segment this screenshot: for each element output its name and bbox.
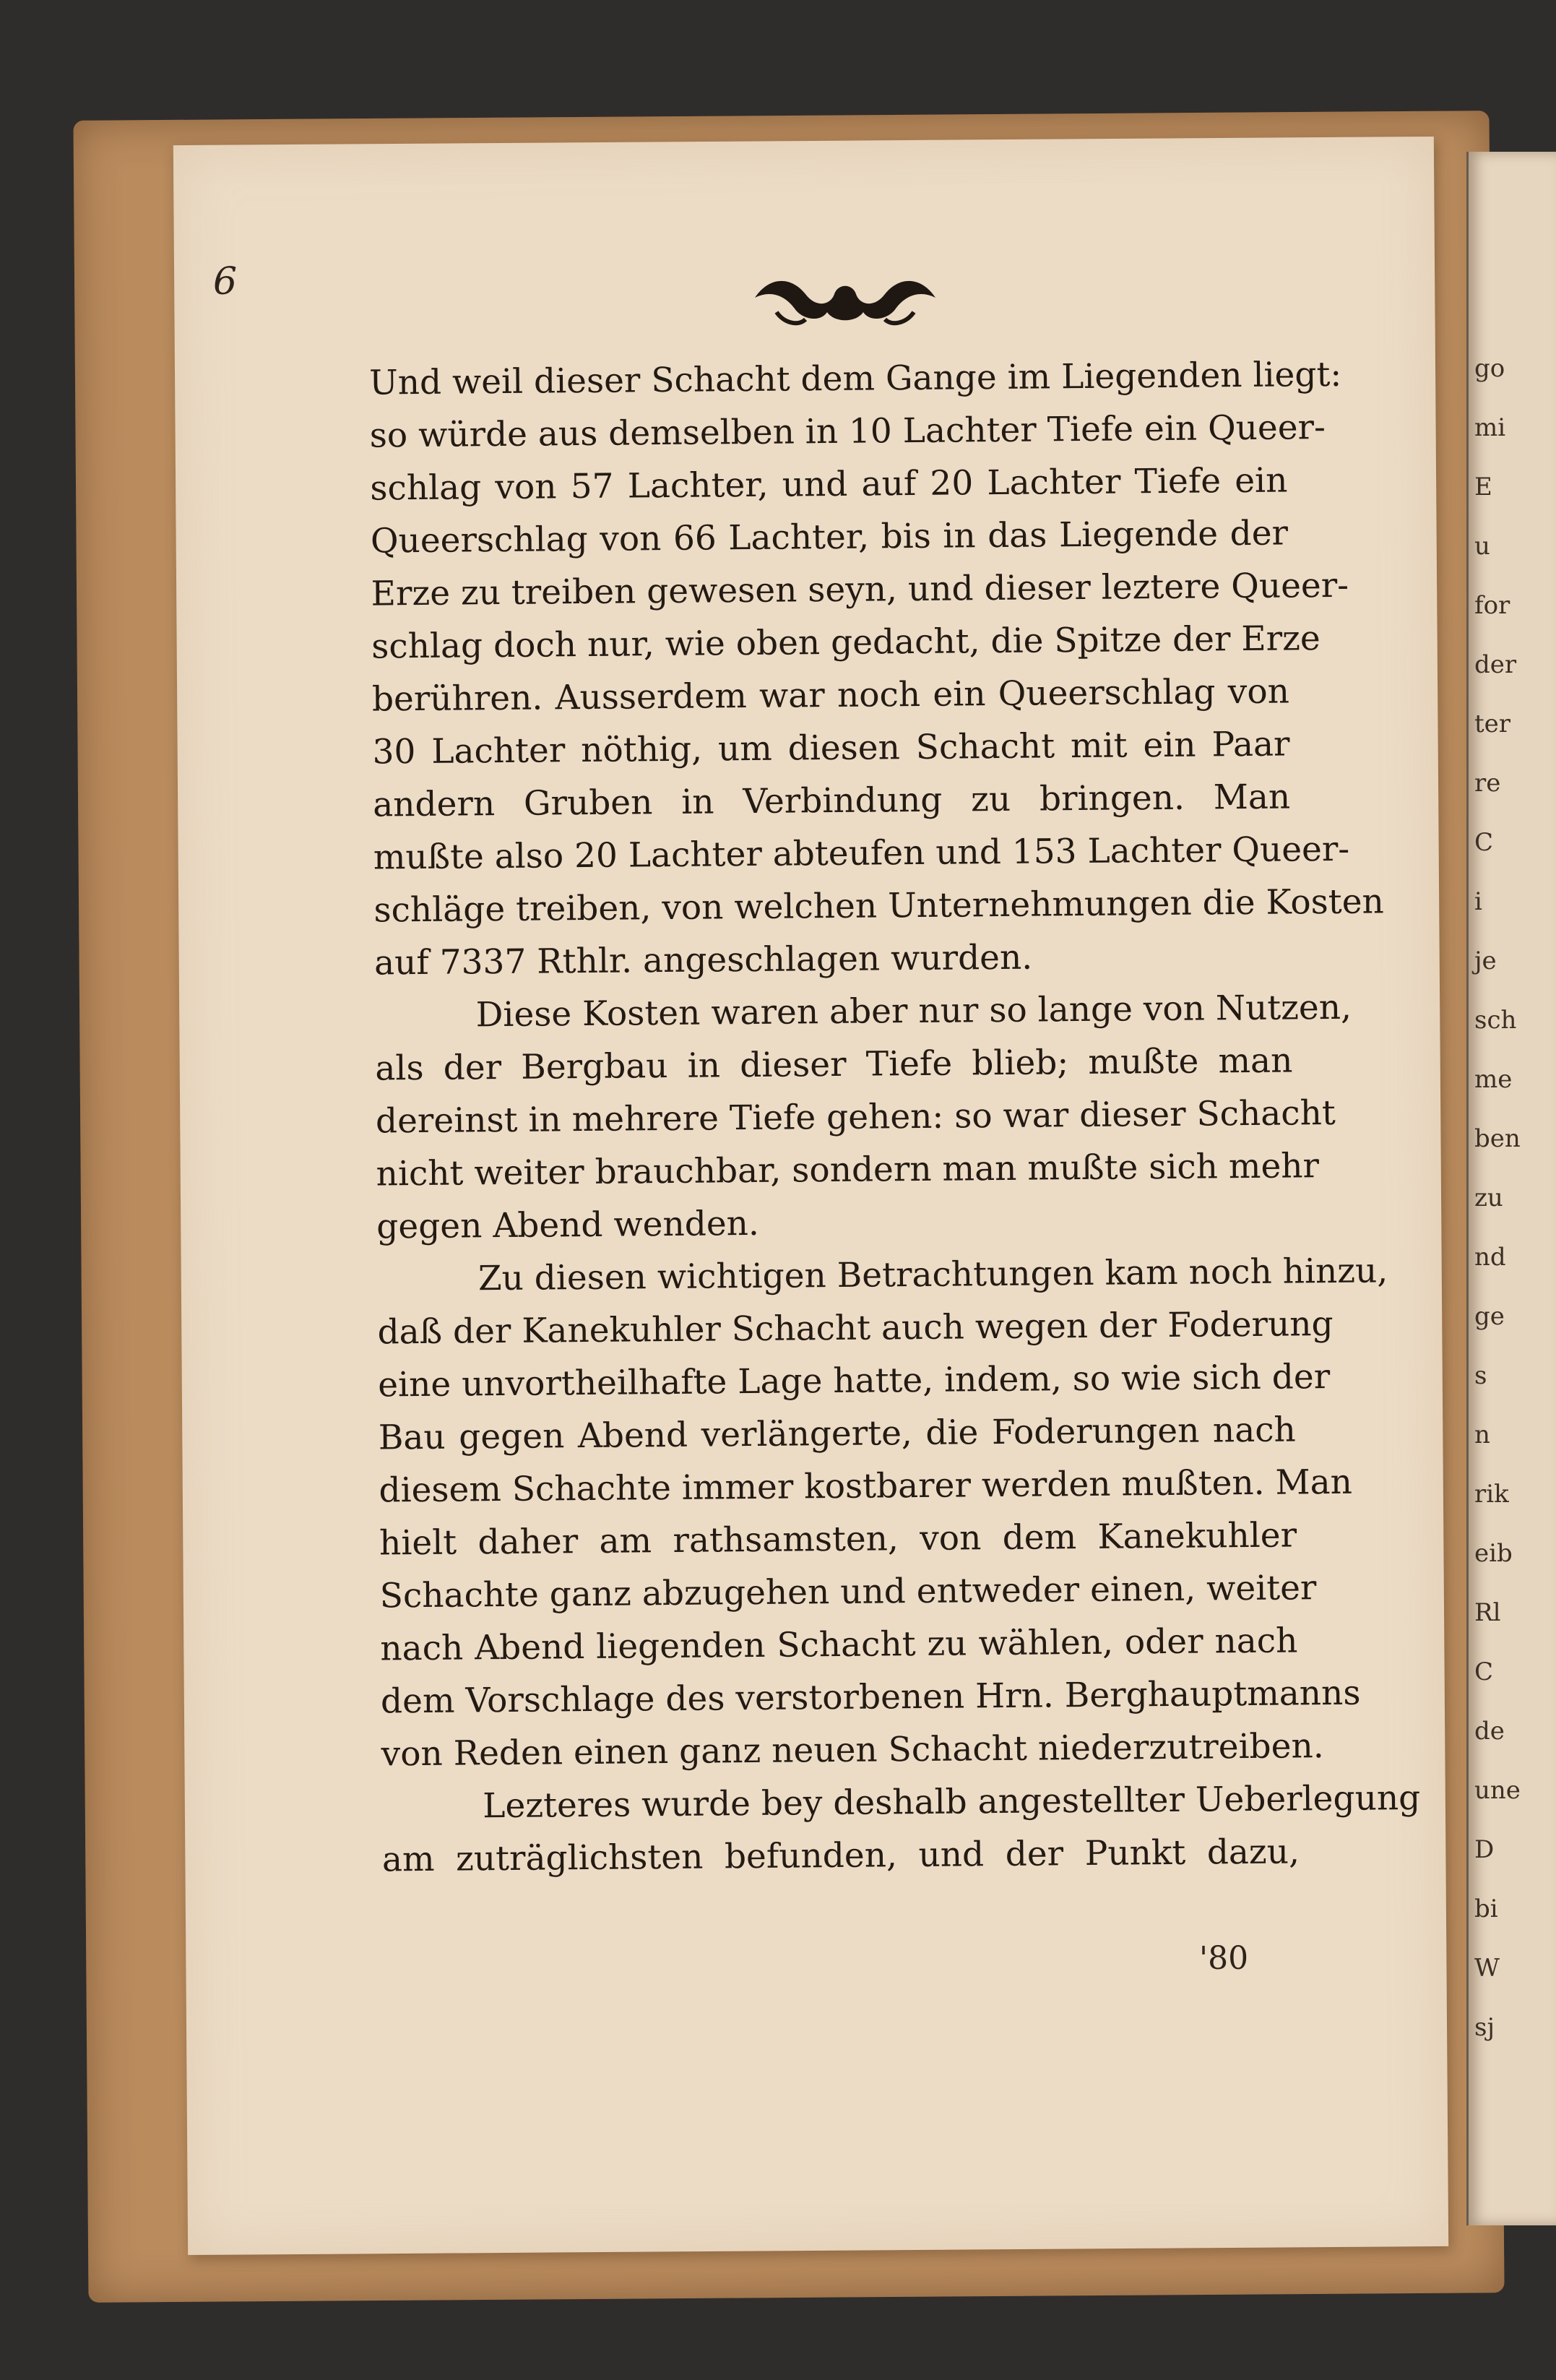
text-line: daß der Kanekuhler Schacht auch wegen der Foderung: [377, 1303, 1334, 1353]
text-line: Lezteres wurde bey deshalb angestellter Ueberlegung: [483, 1777, 1421, 1827]
facing-page-fragment: zu: [1474, 1183, 1503, 1212]
facing-page-fragment: for: [1474, 591, 1510, 620]
text-line: Und weil dieser Schacht dem Gange im Liegenden liegt:: [368, 354, 1342, 403]
page-number: 6: [213, 260, 238, 303]
facing-page-fragment: rik: [1474, 1480, 1509, 1509]
text-line: dereinst in mehrere Tiefe gehen: so war dieser Schacht: [375, 1092, 1336, 1142]
text-line: nach Abend liegenden Schacht zu wählen, oder nach: [380, 1621, 1298, 1669]
facing-page-fragment: Rl: [1474, 1598, 1501, 1627]
facing-page-fragment: nd: [1474, 1243, 1506, 1272]
facing-page-fragment: E: [1474, 473, 1492, 501]
catchword: '80: [1199, 1940, 1249, 1977]
facing-page-fragment: sch: [1474, 1006, 1517, 1035]
facing-page-fragment: ter: [1474, 710, 1511, 738]
facing-page-fragment: une: [1474, 1776, 1521, 1805]
facing-page-fragment: bi: [1474, 1894, 1498, 1923]
text-line: Erze zu treiben gewesen seyn, und dieser leztere Queer-: [371, 565, 1349, 614]
facing-page-fragment: mi: [1474, 413, 1506, 442]
text-line: diesem Schachte immer kostbarer werden mußten. Man: [379, 1462, 1353, 1511]
text-line: als der Bergbau in dieser Tiefe blieb; mußte man: [375, 1040, 1293, 1089]
facing-page-fragment: me: [1474, 1065, 1513, 1094]
facing-page-edge: [1466, 152, 1556, 2225]
text-line: Diese Kosten waren aber nur so lange von Nutzen,: [475, 987, 1352, 1035]
text-line: eine unvortheilhafte Lage hatte, indem, so wie sich der: [377, 1357, 1331, 1405]
text-line: schläge treiben, von welchen Unternehmungen die Kosten: [373, 881, 1385, 931]
facing-page-fragment: der: [1474, 650, 1517, 679]
text-line: Zu diesen wichtigen Betrachtungen kam noch hinzu,: [477, 1251, 1388, 1299]
facing-page-fragment: eib: [1474, 1539, 1513, 1568]
facing-page-fragment: D: [1474, 1835, 1495, 1864]
text-line: 30 Lachter nöthig, um diesen Schacht mit ein Paar: [372, 724, 1290, 772]
body-text: [368, 348, 1421, 1886]
text-line: Bau gegen Abend verlängerte, die Foderungen nach: [378, 1410, 1297, 1458]
text-line: gegen Abend wenden.: [376, 1203, 760, 1247]
text-line: auf 7337 Rthlr. angeschlagen wurden.: [373, 937, 1033, 983]
text-line: nicht weiter brauchbar, sondern man mußte sich mehr: [376, 1146, 1320, 1194]
facing-page-fragment: go: [1474, 354, 1505, 383]
text-line: Schachte ganz abzugehen und entweder einen, weiter: [379, 1568, 1317, 1616]
text-line: andern Gruben in Verbindung zu bringen. Man: [372, 777, 1291, 825]
facing-page-fragment: ben: [1474, 1124, 1521, 1153]
text-line: dem Vorschlage des verstorbenen Hrn. Berghauptmanns: [380, 1673, 1361, 1722]
text-line: so würde aus demselben in 10 Lachter Tiefe ein Queer-: [369, 408, 1326, 456]
text-line: mußte also 20 Lachter abteufen und 153 Lachter Queer-: [373, 829, 1350, 878]
facing-page-fragment: n: [1474, 1420, 1490, 1449]
facing-page-fragment: re: [1474, 769, 1501, 798]
facing-page-fragment: W: [1474, 1954, 1500, 1983]
text-line: hielt daher am rathsamsten, von dem Kanekuhler: [379, 1515, 1297, 1564]
facing-page-fragment: s: [1474, 1361, 1487, 1390]
text-line: von Reden einen ganz neuen Schacht niederzutreiben.: [381, 1726, 1324, 1775]
facing-page-fragment: C: [1474, 828, 1494, 857]
text-line: schlag doch nur, wie oben gedacht, die Spitze der Erze: [371, 618, 1321, 667]
facing-page-fragment: u: [1474, 532, 1490, 561]
text-line: schlag von 57 Lachter, und auf 20 Lachter Tiefe ein: [370, 460, 1288, 509]
ornament-icon: [748, 269, 943, 334]
text-line: berühren. Ausserdem war noch ein Queerschlag von: [371, 671, 1290, 720]
text-line: Queerschlag von 66 Lachter, bis in das Liegende der: [370, 513, 1289, 561]
facing-page-fragment: de: [1474, 1717, 1505, 1746]
text-line: am zuträglichsten befunden, und der Punkt dazu,: [381, 1832, 1300, 1880]
facing-page-fragment: C: [1474, 1657, 1494, 1686]
facing-page-fragment: i: [1474, 887, 1482, 916]
facing-page-fragment: sj: [1474, 2013, 1495, 2042]
facing-page-fragment: ge: [1474, 1302, 1505, 1331]
facing-page-fragment: je: [1474, 947, 1497, 975]
